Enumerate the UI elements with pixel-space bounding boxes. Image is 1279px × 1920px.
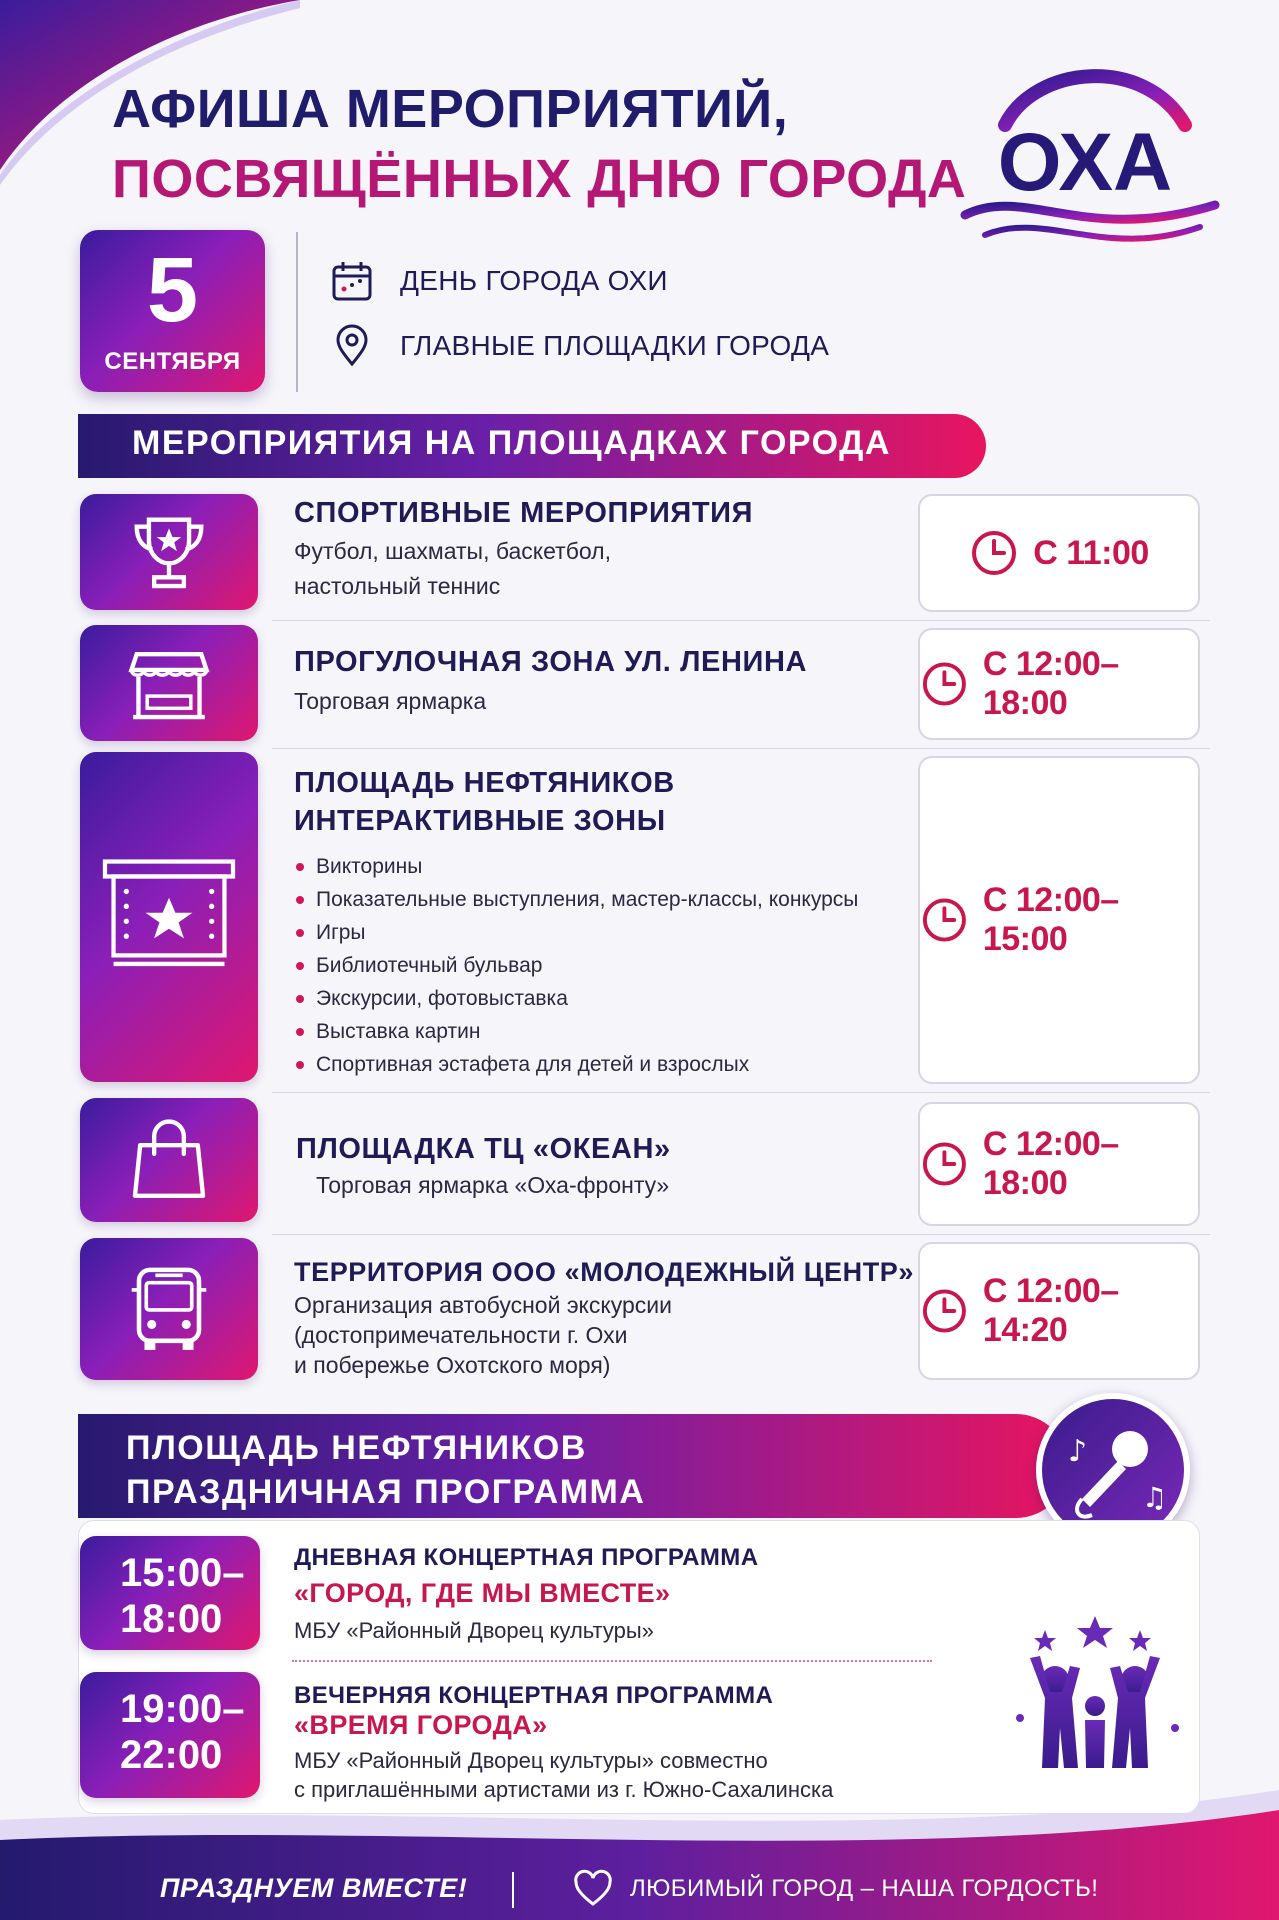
event-title: ИНТЕРАКТИВНЫЕ ЗОНЫ xyxy=(294,805,666,837)
event-icon-tile xyxy=(80,494,258,610)
clock-icon xyxy=(920,895,969,945)
svg-text:ОХА: ОХА xyxy=(997,117,1173,208)
event-desc: Организация автобусной экскурсии xyxy=(294,1292,672,1318)
program-desc: МБУ «Районный Дворец культуры» совместно xyxy=(294,1748,768,1773)
program-time-start: 15:00– xyxy=(120,1551,245,1595)
list-item: Выставка картин xyxy=(294,1015,858,1048)
event-time: С 12:00–18:00 xyxy=(982,645,1119,722)
shopping-bag-icon xyxy=(121,1112,217,1208)
event-desc: Футбол, шахматы, баскетбол, xyxy=(294,538,611,564)
clock-icon xyxy=(969,528,1019,578)
page-title-line2: ПОСВЯЩЁННЫХ ДНЮ ГОРОДА xyxy=(112,149,967,209)
footer-slogan-right: ЛЮБИМЫЙ ГОРОД – НАША ГОРДОСТЬ! xyxy=(630,1875,1099,1902)
section-banner-city-venues: МЕРОПРИЯТИЯ НА ПЛОЩАДКАХ ГОРОДА xyxy=(78,414,986,478)
program-desc: МБУ «Районный Дворец культуры» xyxy=(294,1618,654,1643)
vertical-divider xyxy=(296,232,298,392)
program-heading: ВЕЧЕРНЯЯ КОНЦЕРТНАЯ ПРОГРАММА xyxy=(294,1682,774,1709)
heart-icon xyxy=(572,1868,614,1910)
location-pin-icon xyxy=(330,324,374,368)
event-time: С 11:00 xyxy=(1033,533,1149,572)
event-desc: настольный теннис xyxy=(294,573,501,599)
event-icon-tile xyxy=(80,1238,258,1380)
program-time-tile xyxy=(80,1672,260,1798)
event-title: ПЛОЩАДКА ТЦ «ОКЕАН» xyxy=(296,1133,671,1165)
svg-text:♫: ♫ xyxy=(1142,1481,1168,1514)
clock-icon xyxy=(920,1286,969,1336)
date-card xyxy=(80,230,265,392)
event-desc: Торговая ярмарка xyxy=(294,688,487,714)
program-time-end: 18:00 xyxy=(120,1597,223,1641)
event-time: С 12:00–14:20 xyxy=(982,1272,1119,1349)
event-desc: Торговая ярмарка «Оха-фронту» xyxy=(316,1172,670,1198)
program-divider xyxy=(292,1660,932,1662)
event-title: СПОРТИВНЫЕ МЕРОПРИЯТИЯ xyxy=(294,497,754,529)
info-event-label: ДЕНЬ ГОРОДА ОХИ xyxy=(400,265,668,296)
list-item: Викторины xyxy=(294,850,858,883)
date-month: СЕНТЯБРЯ xyxy=(104,348,241,375)
info-location xyxy=(330,324,829,368)
banner-line1: ПЛОЩАДЬ НЕФТЯНИКОВ xyxy=(126,1429,587,1467)
list-item: Игры xyxy=(294,916,858,949)
footer-divider xyxy=(512,1872,514,1908)
event-desc: и побережье Охотского моря) xyxy=(294,1352,611,1378)
footer-slogan-left: ПРАЗДНУЕМ ВМЕСТЕ! xyxy=(160,1873,468,1903)
list-item: Показательные выступления, мастер-классы, конкурсы xyxy=(294,883,858,916)
event-time-card xyxy=(918,756,1200,1084)
page-title-line1: АФИША МЕРОПРИЯТИЙ, xyxy=(112,79,789,139)
section-banner-festive-program xyxy=(78,1414,1068,1518)
stage-star-icon xyxy=(94,853,244,981)
event-icon-tile xyxy=(80,1098,258,1222)
calendar-icon xyxy=(330,259,374,303)
event-title: ПРОГУЛОЧНАЯ ЗОНА УЛ. ЛЕНИНА xyxy=(294,646,808,678)
row-divider xyxy=(272,620,1210,621)
event-time-card xyxy=(918,494,1200,612)
event-time: С 12:00–18:00 xyxy=(982,1125,1119,1202)
program-name: «ВРЕМЯ ГОРОДА» xyxy=(294,1710,548,1740)
event-time-card xyxy=(918,628,1200,740)
event-icon-tile xyxy=(80,625,258,741)
program-heading: ДНЕВНАЯ КОНЦЕРТНАЯ ПРОГРАММА xyxy=(294,1544,759,1571)
event-title: ТЕРРИТОРИЯ ООО «МОЛОДЕЖНЫЙ ЦЕНТР» xyxy=(294,1257,915,1287)
celebrating-people-icon xyxy=(1000,1608,1190,1788)
program-time-start: 19:00– xyxy=(120,1687,245,1731)
program-time-end: 22:00 xyxy=(120,1733,223,1777)
program-time-tile xyxy=(80,1536,260,1650)
event-icon-tile xyxy=(80,752,258,1082)
date-day: 5 xyxy=(146,239,199,341)
event-desc: (достопримечательности г. Охи xyxy=(294,1322,628,1348)
row-divider xyxy=(272,1092,1210,1093)
event-time-card xyxy=(918,1242,1200,1380)
clock-icon xyxy=(920,659,969,709)
market-stall-icon xyxy=(121,635,217,731)
interactive-zones-list xyxy=(294,850,858,1081)
list-item: Библиотечный бульвар xyxy=(294,949,858,982)
info-location-label: ГЛАВНЫЕ ПЛОЩАДКИ ГОРОДА xyxy=(400,330,830,361)
row-divider xyxy=(272,1234,1210,1235)
oha-logo xyxy=(945,55,1225,265)
info-event xyxy=(330,259,668,303)
list-item: Спортивная эстафета для детей и взрослых xyxy=(294,1048,858,1081)
list-item: Экскурсии, фотовыставка xyxy=(294,982,858,1015)
trophy-icon xyxy=(121,504,217,600)
svg-text:♪: ♪ xyxy=(1068,1434,1088,1469)
row-divider xyxy=(272,748,1210,749)
banner-line2: ПРАЗДНИЧНАЯ ПРОГРАММА xyxy=(126,1473,646,1511)
program-desc: с приглашёнными артистами из г. Южно-Сахалинска xyxy=(294,1777,834,1802)
event-time-card xyxy=(918,1102,1200,1226)
event-title: ПЛОЩАДЬ НЕФТЯНИКОВ xyxy=(294,767,675,799)
clock-icon xyxy=(920,1139,969,1189)
bus-icon xyxy=(119,1259,219,1359)
program-name: «ГОРОД, ГДЕ МЫ ВМЕСТЕ» xyxy=(294,1578,671,1608)
event-time: С 12:00–15:00 xyxy=(982,881,1119,958)
